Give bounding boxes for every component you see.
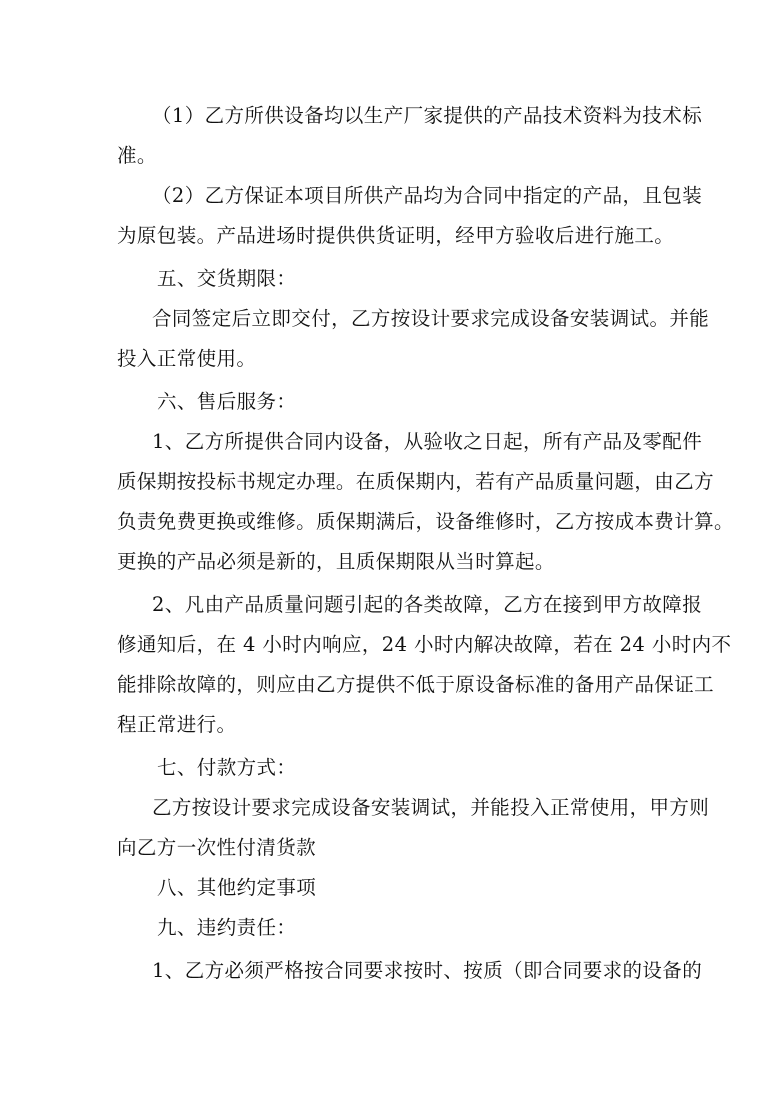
section-heading: 九、违约责任： [157, 916, 297, 939]
text-line: 投入正常使用。 [117, 347, 257, 370]
text-line: 更换的产品必须是新的，且质保期限从当时算起。 [117, 550, 555, 573]
text-line: 准。 [117, 144, 157, 167]
text-line: 向乙方一次性付清货款 [117, 836, 317, 859]
text-line: 合同签定后立即交付，乙方按设计要求完成设备安装调试。并能 [152, 307, 710, 330]
text-line: 1、乙方必须严格按合同要求按时、按质（即合同要求的设备的 [152, 959, 703, 982]
text-line: 1、乙方所提供合同内设备，从验收之日起，所有产品及零配件 [152, 430, 703, 453]
text-line: 负责免费更换或维修。质保期满后，设备维修时，乙方按成本费计算。 [117, 510, 734, 533]
section-heading: 六、售后服务： [157, 390, 297, 413]
text-line: 质保期按投标书规定办理。在质保期内，若有产品质量问题，由乙方 [117, 470, 715, 493]
text-line: 程正常进行。 [117, 713, 237, 736]
text-line: （1）乙方所供设备均以生产厂家提供的产品技术资料为技术标 [152, 104, 703, 127]
text-line: 修通知后，在 4 小时内响应，24 小时内解决故障，若在 24 小时内不 [117, 633, 732, 656]
section-heading: 八、其他约定事项 [157, 876, 317, 899]
section-heading: 五、交货期限： [157, 267, 297, 290]
text-line: （2）乙方保证本项目所供产品均为合同中指定的产品，且包装 [152, 184, 703, 207]
text-line: 乙方按设计要求完成设备安装调试，并能投入正常使用，甲方则 [152, 796, 710, 819]
text-line: 能排除故障的，则应由乙方提供不低于原设备标准的备用产品保证工 [117, 673, 715, 696]
section-heading: 七、付款方式： [157, 756, 297, 779]
text-line: 2、凡由产品质量问题引起的各类故障，乙方在接到甲方故障报 [152, 593, 703, 616]
text-line: 为原包装。产品进场时提供供货证明，经甲方验收后进行施工。 [117, 224, 675, 247]
